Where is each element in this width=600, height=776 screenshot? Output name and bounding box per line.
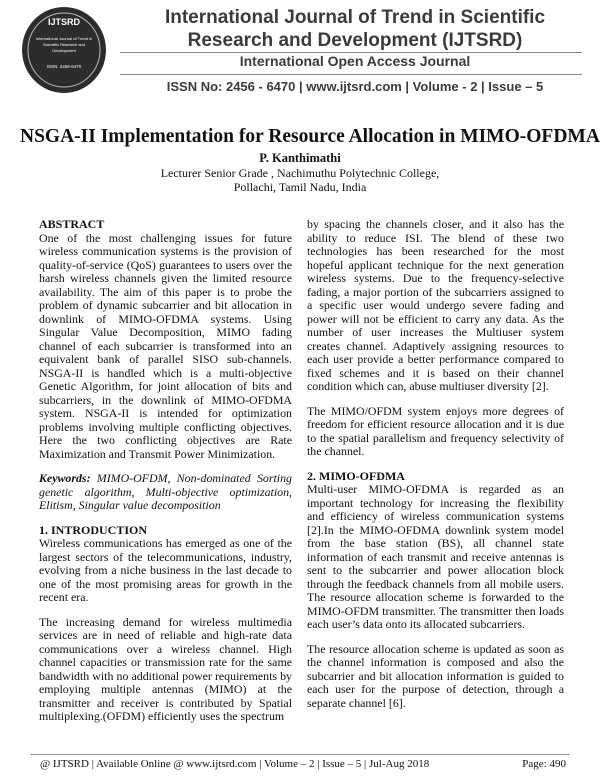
journal-logo-icon [20,5,108,95]
right-paragraph-1: by spacing the channels closer, and it also has the ability to reduce ISI. The blend of these two technologies has been researched for the most hopeful applicant technique for the next generation wireless systems. Due to the frequency-selective fading, a major portion of the subcarriers assigned to a specific user would undergo severe fading and power will not be efficient to carry any data. As the number of user increases the Multiuser system creates channel. Adaptively assigning resources to each user provide a better performance compared to fixed schemes and it is based on their channel condition which can, abuse multiuser diversity [2]. [307,217,564,393]
logo-issn-text: ISSN: 2456-6470 [46,64,82,69]
logo-sub3-text: Development [52,48,76,53]
abstract-text: One of the most challenging issues for future wireless communication systems is the provision of quality-of-service (QoS) guarantees to users over the harsh wireless channels given the limited resource availability. The aim of this paper is to probe the problem of dynamic subcarrier and bit allocation in downlink of MIMO-OFDMA systems. Using Singular Value Decomposition, MIMO fading channel of each subcarrier is transformed into an equivalent bank of parallel SISO sub-channels. NSGA-II is handled which is a multi-objective Genetic Algorithm, for joint allocation of bits and subcarriers, in the downlink of MIMO-OFDMA system. NSGA-II is intended for optimization problems involving multiple conflicting objectives. Here the two conflicting objectives are Rate Maximization and Transmit Power Minimization. [39,230,292,461]
keywords-text: MIMO-OFDM, Non-dominated Sorting genetic algorithm, Multi-objective optimization, Elitism, Singular value decomposition [39,471,292,512]
footer-divider [30,754,570,755]
logo-sub2-text: Scientific Research and [42,42,86,47]
introduction-paragraph-1: Wireless communications has emerged as one of the largest sectors of the telecommunications, industry, evolving from a niche business in the last decade to one of the most promising areas for growth in the recent era. [39,536,292,604]
introduction-paragraph-2: The increasing demand for wireless multimedia services are in need of reliable and high-rate data communications over a wireless channel. High channel capacities or transmission rate for the same bandwidth with no additional power requirements by employing multiple antennas (MIMO) at the transmitter and receiver is contributed by Spatial multiplexing.(OFDM) efficiently uses the spectrum [39,614,292,723]
footer-citation: @ IJTSRD | Available Online @ www.ijtsrd.com | Volume – 2 | Issue – 5 | Jul-Aug 2018 [40,758,430,770]
journal-name [135,6,575,52]
journal-name-line2: Research and Development (IJTSRD) [187,30,523,51]
section-2-heading: 2. MIMO-OFDMA [307,468,405,483]
page-number: Page: 490 [522,758,566,770]
left-column [39,218,292,735]
keywords-label: Keywords: [39,471,91,485]
right-column [307,218,564,721]
page-footer [0,750,600,776]
abstract-heading: ABSTRACT [39,217,105,231]
journal-name-line1: International Journal of Trend in Scientific [164,7,546,28]
author-affiliation-line1: Lecturer Senior Grade , Nachimuthu Polytechnic College, [160,166,440,180]
header-divider-2 [120,74,582,75]
logo-sub1-text: International Journal of Trend in [35,36,93,41]
section-2-paragraph-1: Multi-user MIMO-OFDMA is regarded as an important technology for increasing the flexibility and efficiency of wireless communication systems [2].In the MIMO-OFDMA downlink system model from the base station (BS), all channel state information of each transmit and receive antennas is sent to the subcarrier and power allocation block through the feedback channels from all mobile users. The resource allocation scheme is forwarded to the MIMO-OFDM transmitter. The transmitter then loads each user’s data onto its allocated subcarriers. [307,482,564,631]
right-paragraph-2: The MIMO/OFDM system enjoys more degrees of freedom for efficient resource allocation and it is due to the spatial parallelism and frequency selectivity of the channel. [307,403,564,458]
logo-top-text: IJTSRD [47,17,81,27]
paper-title: NSGA-II Implementation for Resource Allocation in MIMO-OFDMA [20,126,600,147]
keywords [39,472,292,513]
open-access-label: International Open Access Journal [239,53,471,69]
issn-line: ISSN No: 2456 - 6470 | www.ijtsrd.com | Volume - 2 | Issue – 5 [166,79,544,94]
introduction-heading: 1. INTRODUCTION [39,522,148,537]
paper-author: P. Kanthimathi [259,151,341,165]
section-2-paragraph-2: The resource allocation scheme is updated as soon as the channel information is composed and also the subcarrier and bit allocation information is guided to each user for the purpose of detection, through a separate channel [6]. [307,641,564,710]
journal-header [0,0,600,104]
author-affiliation-line2: Pollachi, Tamil Nadu, India [233,180,367,194]
